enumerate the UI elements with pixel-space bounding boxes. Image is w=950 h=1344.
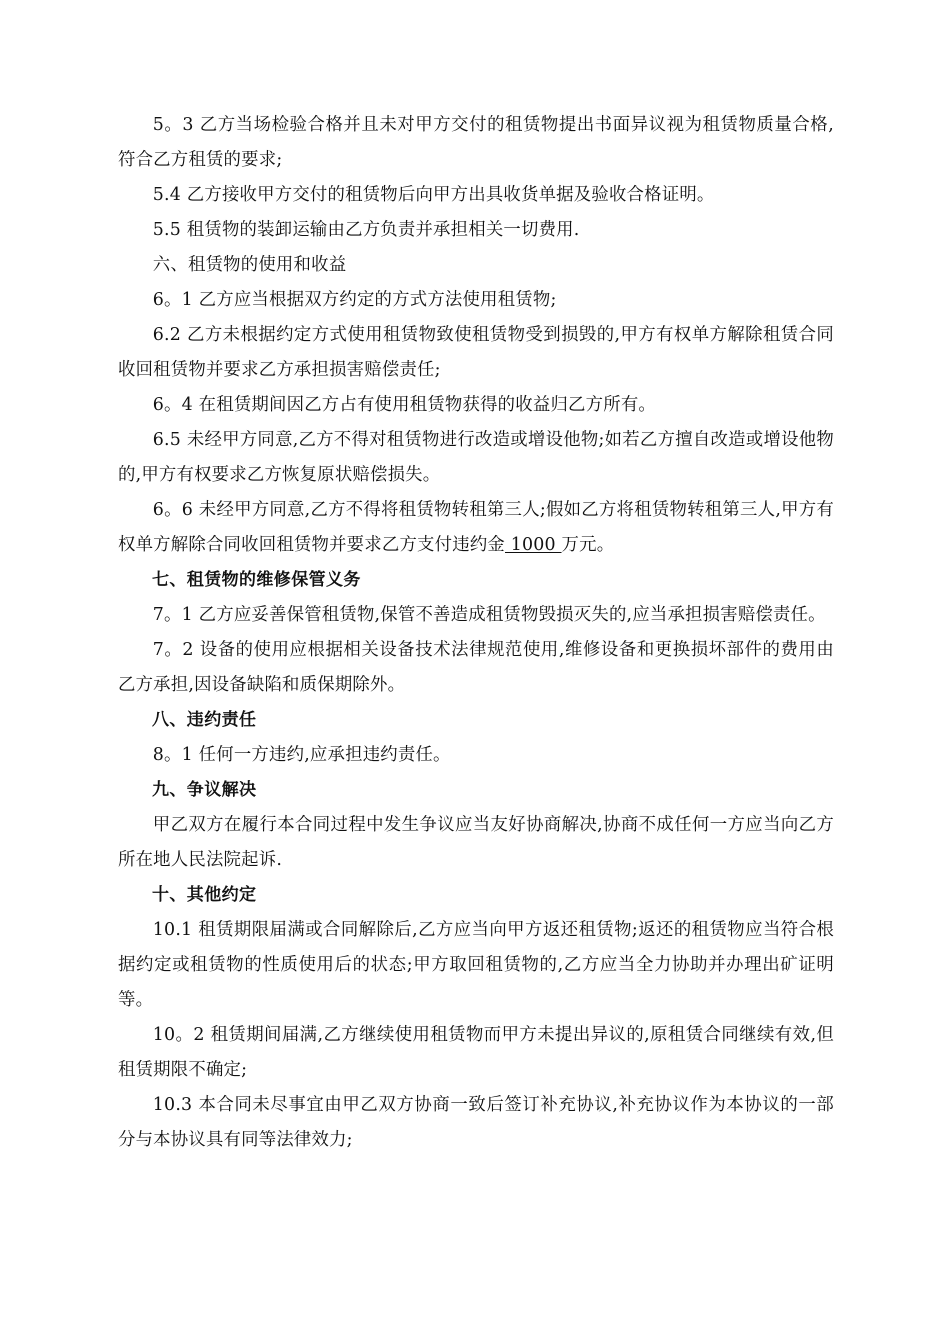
clause-9: 甲乙双方在履行本合同过程中发生争议应当友好协商解决,协商不成任何一方应当向乙方所在地人民法院起诉. [118, 815, 834, 870]
clause-10-3: 10.3 本合同未尽事宜由甲乙双方协商一致后签订补充协议,补充协议作为本协议的一部分与本协议具有同等法律效力; [118, 1095, 834, 1150]
clause-6-1: 6。1 乙方应当根据双方约定的方式方法使用租赁物; [152, 290, 557, 310]
clause-7-2: 7。2 设备的使用应根据相关设备技术法律规范使用,维修设备和更换损坏部件的费用由乙方承担,因设备缺陷和质保期除外。 [118, 640, 834, 695]
clause-8-1: 8。1 任何一方违约,应承担违约责任。 [152, 745, 451, 765]
section-6-title: 六、租赁物的使用和收益 [152, 255, 347, 275]
document-body [118, 108, 834, 1158]
clause-6-2: 6.2 乙方未根据约定方式使用租赁物致使租赁物受到损毁的,甲方有权单方解除租赁合同收回租赁物并要求乙方承担损害赔偿责任; [118, 325, 834, 380]
clause-5-4: 5.4 乙方接收甲方交付的租赁物后向甲方出具收货单据及验收合格证明。 [152, 185, 715, 205]
clause-5-3: 5。3 乙方当场检验合格并且未对甲方交付的租赁物提出书面异议视为租赁物质量合格,符合乙方租赁的要求; [118, 115, 834, 170]
section-9-title: 九、争议解决 [152, 780, 257, 800]
section-7-title: 七、租赁物的维修保管义务 [152, 570, 361, 590]
section-8-title: 八、违约责任 [152, 710, 257, 730]
penalty-amount: 1000 [505, 535, 562, 555]
clause-6-4: 6。4 在租赁期间因乙方占有使用租赁物获得的收益归乙方所有。 [152, 395, 657, 415]
clause-10-2: 10。2 租赁期间届满,乙方继续使用租赁物而甲方未提出异议的,原租赁合同继续有效,但租赁期限不确定; [118, 1025, 834, 1080]
clause-6-5: 6.5 未经甲方同意,乙方不得对租赁物进行改造或增设他物;如若乙方擅自改造或增设他物的,甲方有权要求乙方恢复原状赔偿损失。 [118, 430, 834, 485]
clause-7-1: 7。1 乙方应妥善保管租赁物,保管不善造成租赁物毁损灭失的,应当承担损害赔偿责任。 [152, 605, 826, 625]
clause-10-1: 10.1 租赁期限届满或合同解除后,乙方应当向甲方返还租赁物;返还的租赁物应当符合根据约定或租赁物的性质使用后的状态;甲方取回租赁物的,乙方应当全力协助并办理出矿证明等。 [118, 920, 834, 1010]
clause-6-6 [118, 493, 834, 563]
clause-6-6-text: 6。6 未经甲方同意,乙方不得将租赁物转租第三人;假如乙方将租赁物转租第三人,甲方有权单方解除合同收回租赁物并要求乙方支付违约金 [118, 500, 834, 555]
section-10-title: 十、其他约定 [152, 885, 257, 905]
clause-6-6-unit: 万元。 [561, 535, 615, 555]
clause-5-5: 5.5 租赁物的装卸运输由乙方负责并承担相关一切费用. [152, 220, 580, 240]
